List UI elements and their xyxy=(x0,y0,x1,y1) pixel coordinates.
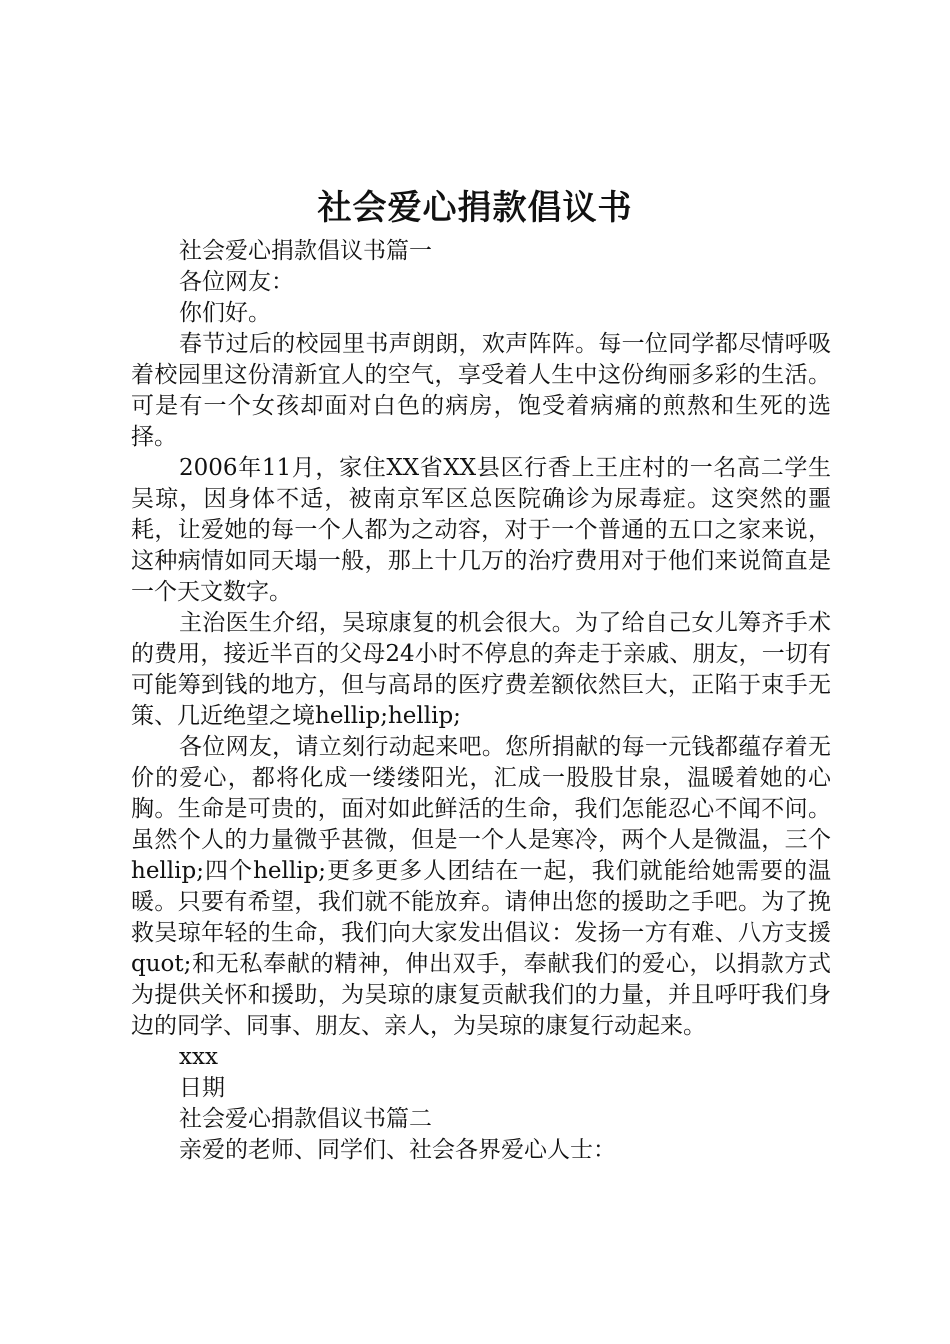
date-line: 日期 xyxy=(179,1075,225,1101)
salutation: 各位网友： xyxy=(179,269,294,295)
paragraph-2: 2006年11月，家住XX省XX县区行香上王庄村的一名高二学生吴琼，因身体不适，被南京军区总医院确诊为尿毒症。这突然的噩耗，让爱她的每一个人都为之动容，对于一个普通的五口之家来说，这种病情如同天塌一般，那上十几万的治疗费用对于他们来说简直是一个天文数字。 xyxy=(131,455,831,605)
greeting: 你们好。 xyxy=(179,300,271,326)
paragraph-3: 主治医生介绍，吴琼康复的机会很大。为了给自己女儿筹齐手术的费用，接近半百的父母24小时不停息的奔走于亲戚、朋友，一切有可能筹到钱的地方，但与高昂的医疗费差额依然巨大，正陷于束手无策、几近绝望之境hellip;hellip; xyxy=(131,610,831,729)
paragraph-4: 各位网友，请立刻行动起来吧。您所捐献的每一元钱都蕴存着无价的爱心，都将化成一缕缕阳光，汇成一股股甘泉，温暖着她的心胸。生命是可贵的，面对如此鲜活的生命，我们怎能忍心不闻不问。虽然个人的力量微乎甚微，但是一个人是寒冷，两个人是微温，三个hellip;四个hellip;更多更多人团结在一起，我们就能给她需要的温暖。只要有希望，我们就不能放弃。请伸出您的援助之手吧。为了挽救吴琼年轻的生命，我们向大家发出倡议：发扬一方有难、八方支援quot;和无私奉献的精神，伸出双手，奉献我们的爱心，以捐款方式为提供关怀和援助，为吴琼的康复贡献我们的力量，并且呼吁我们身边的同学、同事、朋友、亲人，为吴琼的康复行动起来。 xyxy=(131,734,831,1039)
document-body xyxy=(131,236,831,1166)
section-heading-one: 社会爱心捐款倡议书篇一 xyxy=(179,238,432,264)
paragraph-1: 春节过后的校园里书声朗朗，欢声阵阵。每一位同学都尽情呼吸着校园里这份清新宜人的空气，享受着人生中这份绚丽多彩的生活。可是有一个女孩却面对白色的病房，饱受着病痛的煎熬和生死的选择。 xyxy=(131,331,831,450)
document-title: 社会爱心捐款倡议书 xyxy=(317,188,633,228)
section-heading-two: 社会爱心捐款倡议书篇二 xyxy=(179,1106,432,1132)
signature: xxx xyxy=(179,1044,218,1070)
salutation-two: 亲爱的老师、同学们、社会各界爱心人士： xyxy=(179,1137,616,1163)
